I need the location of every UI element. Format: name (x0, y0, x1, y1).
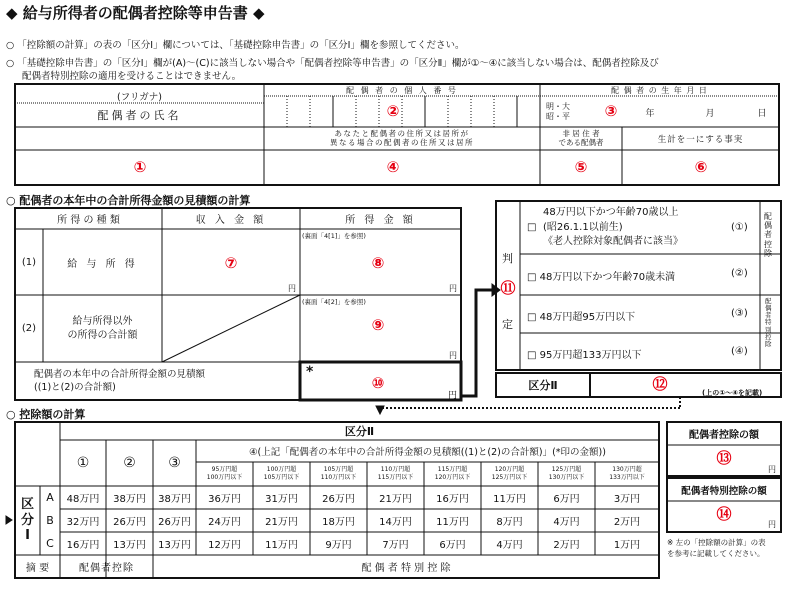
total-yen: 円 (448, 391, 458, 401)
row2-income-yen: 円 (449, 351, 457, 360)
range-header: 110万円超 115万円以下 (377, 466, 414, 481)
judgment-option-3[interactable]: □ 48万円超95万円以下 (527, 312, 636, 323)
asterisk-mark: * (306, 364, 314, 380)
row-key-c: C (46, 537, 54, 550)
row1-income-yen: 円 (449, 284, 457, 293)
row1-label: 給 与 所 得 (67, 258, 138, 270)
judgment-option-2[interactable]: □ 48万円以下かつ年齢70歳未満 (527, 272, 676, 283)
row2-label: 給与所得以外 の所得の合計額 (67, 316, 138, 341)
marker-8: ⑧ (371, 254, 385, 272)
table-cell: 7万円 (382, 540, 409, 551)
col-income-type: 所 得 の 種 類 (57, 215, 120, 226)
deduction-heading: ○ 控除額の計算 (6, 408, 86, 421)
table-cell: 48万円 (66, 494, 100, 505)
table-cell: 16万円 (66, 540, 100, 551)
year-label: 年 (645, 108, 655, 119)
total-income-label: 配偶者の本年中の合計所得金額の見積額 ((1)と(2)の合計額) (34, 369, 206, 394)
table-cell: 21万円 (379, 494, 412, 505)
judgment-label-top: 判 (502, 252, 513, 265)
table-cell: 36万円 (208, 494, 241, 505)
note-2: ○ 「基礎控除申告書」の「区分Ⅰ」欄が(A)～(C)に該当しない場合や「配偶者控除等申告書」の「区分Ⅱ」欄が①～④に該当しない場合は、配偶者控除及び (6, 58, 659, 69)
judgment-label-bottom: 定 (502, 318, 513, 331)
kubun2-header: 区分Ⅱ (344, 425, 375, 438)
table-cell: 12万円 (208, 540, 241, 551)
judgment-mark-4: (④) (731, 346, 748, 357)
marker-7: ⑦ (224, 254, 238, 272)
birthdate-label: 配 偶 者 の 生 年 月 日 (611, 85, 708, 95)
table-cell: 32万円 (66, 517, 100, 528)
livelihood-label: 生計を一にする事実 (657, 135, 744, 145)
table-cell: 11万円 (493, 494, 526, 505)
table-cell: 4万円 (496, 540, 523, 551)
col-4-header: ④(上記「配偶者の本年中の合計所得金額の見積額((1)と(2)の合計額)」(*印の金額)) (249, 447, 606, 458)
table-cell: 13万円 (158, 540, 191, 551)
marker-14[interactable]: ⑭ (716, 505, 732, 523)
range-header: 130万円超 133万円以下 (609, 466, 645, 481)
month-label: 月 (705, 108, 715, 119)
marker-2: ② (386, 102, 400, 120)
marker-5: ⑤ (574, 158, 588, 176)
nonresident-label: 非 居 住 者 である配偶者 (558, 129, 604, 147)
marker-11: ⑪ (500, 279, 516, 297)
amounts-note: ※ 左の「控除額の計算」の表 を参考に記載してください。 (667, 538, 766, 558)
range-header: 105万円超 110万円以下 (320, 466, 357, 481)
marker-9: ⑨ (371, 316, 385, 334)
range-header: 100万円超 105万円以下 (263, 466, 300, 481)
table-cell: 13万円 (113, 540, 146, 551)
col-2-header: ② (123, 455, 136, 471)
table-cell: 2万円 (613, 517, 641, 528)
summary-spouse-deduction: 配偶者控除 (79, 563, 134, 574)
judgment-mark-3: (③) (731, 308, 748, 319)
col-1-header: ① (76, 455, 90, 471)
marker-1: ① (133, 158, 147, 176)
kubun2-note: (上の①～④を記載) (702, 389, 763, 397)
marker-10: ⑩ (371, 374, 385, 392)
table-cell: 26万円 (322, 494, 355, 505)
spouse-deduction-yen: 円 (768, 465, 776, 474)
table-cell: 38万円 (158, 494, 191, 505)
page-title: ◆ 給与所得者の配偶者控除等申告書 ◆ (6, 4, 265, 22)
day-label: 日 (757, 108, 767, 119)
table-cell: 24万円 (208, 517, 241, 528)
spouse-deduction-amount-label: 配偶者控除の額 (689, 430, 759, 441)
address-label: あなたと配偶者の住所又は居所が 異なる場合の配偶者の住所又は居所 (330, 129, 474, 147)
range-header: 95万円超 100万円以下 (206, 466, 243, 481)
spouse-name-label: 配偶者の氏名 (97, 109, 182, 122)
col-3-header: ③ (168, 455, 181, 471)
row2-reference: (裏面「4[2]」を参照) (302, 298, 366, 306)
table-cell: 14万円 (379, 517, 412, 528)
judgment-mark-2: (②) (731, 268, 748, 279)
table-cell: 38万円 (113, 494, 146, 505)
table-cell: 1万円 (613, 540, 641, 551)
table-cell: 21万円 (265, 517, 298, 528)
judgment-option-4[interactable]: □ 95万円超133万円以下 (527, 350, 642, 361)
special-deduction-amount-label: 配偶者特別控除の額 (681, 485, 767, 497)
range-header: 125万円超 130万円以下 (548, 466, 585, 481)
row2-number: (2) (21, 323, 37, 334)
row-key-b: B (46, 514, 54, 527)
table-cell: 9万円 (325, 540, 352, 551)
table-cell: 6万円 (439, 540, 466, 551)
table-cell: 2万円 (553, 540, 580, 551)
marker-12[interactable]: ⑫ (652, 375, 668, 393)
table-cell: 18万円 (322, 517, 355, 528)
row-key-a: A (46, 491, 54, 504)
marker-6: ⑥ (694, 158, 708, 176)
marker-13[interactable]: ⑬ (716, 449, 732, 467)
table-cell: 8万円 (496, 517, 523, 528)
table-cell: 6万円 (553, 494, 580, 505)
table-cell: 4万円 (553, 517, 580, 528)
table-cell: 3万円 (613, 494, 641, 505)
table-cell: 26万円 (113, 517, 146, 528)
side-label-spouse-deduction: 配偶者控除 (764, 212, 772, 258)
range-header: 120万円超 125万円以下 (491, 466, 528, 481)
table-cell: 11万円 (436, 517, 469, 528)
table-cell: 11万円 (265, 540, 298, 551)
table-cell: 16万円 (436, 494, 469, 505)
row1-reference: (裏面「4[1]」を参照) (302, 232, 366, 240)
income-heading: ○ 配偶者の本年中の合計所得金額の見積額の計算 (6, 194, 251, 207)
judgment-checkbox-1[interactable]: □ (527, 222, 537, 233)
judgment-option-1: 48万円以下かつ年齢70歳以上 (昭26.1.1以前生) 《老人控除対象配偶者に該当》 (543, 207, 683, 247)
table-cell: 26万円 (158, 517, 191, 528)
note-3: 配偶者特別控除の適用を受けることはできません。 (22, 71, 242, 82)
furigana-label: (フリガナ) (117, 92, 162, 103)
col-revenue: 収 入 金 額 (195, 215, 267, 226)
kubun2-label: 区分Ⅱ (528, 379, 558, 392)
row1-revenue-yen: 円 (288, 284, 296, 293)
marker-4: ④ (386, 158, 400, 176)
col-income-amount: 所 得 金 額 (345, 215, 416, 226)
summary-label: 摘 要 (25, 563, 50, 574)
marker-3: ③ (604, 102, 618, 120)
range-header: 115万円超 120万円以下 (434, 466, 471, 481)
mynumber-label: 配 偶 者 の 個 人 番 号 (346, 85, 458, 95)
side-label-special-deduction: 配偶者特別控除 (765, 297, 772, 348)
era-label: 明・大 昭・平 (546, 101, 570, 121)
judgment-mark-1: (①) (731, 222, 748, 233)
row1-number: (1) (21, 256, 37, 268)
kubun1-label: 区 分 Ⅰ (20, 497, 34, 544)
note-1: ○ 「控除額の計算」の表の「区分Ⅰ」欄については、「基礎控除申告書」の「区分Ⅰ」欄を参照してください。 (6, 40, 465, 51)
summary-special-deduction: 配 偶 者 特 別 控 除 (361, 563, 451, 574)
table-cell: 31万円 (265, 494, 298, 505)
special-deduction-yen: 円 (768, 520, 776, 529)
